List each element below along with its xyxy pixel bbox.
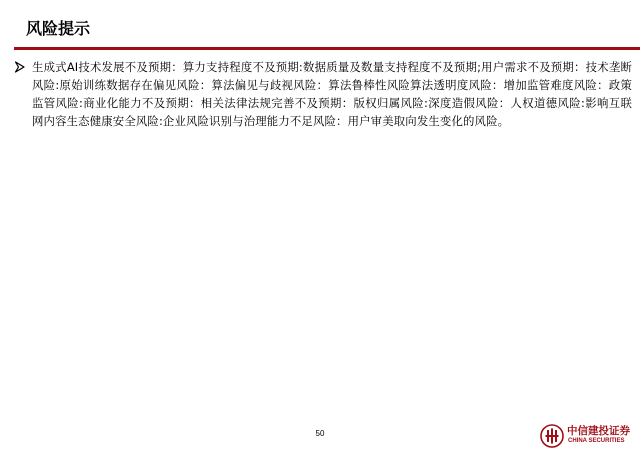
- logo-chinese-name: 中信建投证券: [567, 425, 630, 437]
- page-number: 50: [315, 429, 325, 438]
- page-title: 风险提示: [26, 19, 91, 38]
- china-securities-logo-icon: [540, 424, 564, 448]
- company-logo: [540, 423, 636, 449]
- risk-bullet-item: [14, 58, 632, 130]
- risk-bullet-text: 生成式AI技术发展不及预期：算力支持程度不及预期:数据质量及数量支持程度不及预期;用户需求不及预期：技术垄断风险:原始训练数据存在偏见风险：算法偏见与歧视风险：算法鲁棒性风险算法透明度风险：增加监管难度风险：政策监管风险:商业化能力不及预期：相关法律法规完善不及预期：版权归属风险:深度造假风险：人权道德风险:影响互联网内容生态健康安全风险:企业风险识别与治理能力不足风险：用户审美取向发生变化的风险。: [32, 60, 632, 128]
- title-divider: [14, 47, 640, 50]
- logo-english-name: CHINA SECURITIES: [568, 438, 625, 444]
- arrow-bullet-icon: [14, 60, 26, 74]
